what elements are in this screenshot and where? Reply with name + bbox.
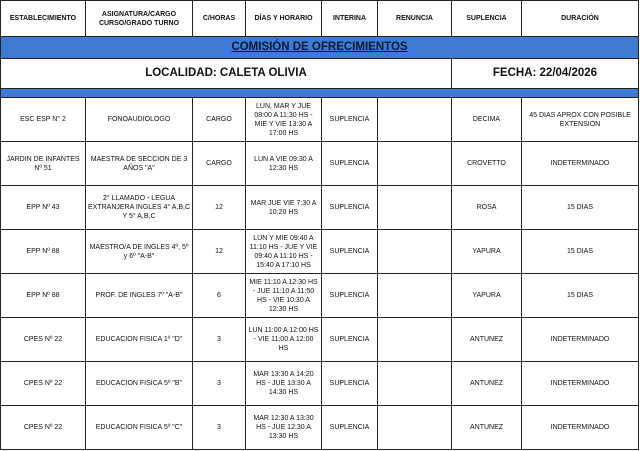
cell-horas: 3	[193, 318, 246, 362]
cell-horas: 6	[193, 274, 246, 318]
cell-suplencia: DECIMA	[452, 98, 522, 142]
fecha-label: FECHA: 22/04/2026	[452, 59, 639, 89]
cell-duracion: INDETERMINADO	[522, 142, 639, 186]
cell-renuncia	[378, 98, 452, 142]
cell-suplencia: YAPURA	[452, 274, 522, 318]
table-body	[1, 98, 639, 450]
cell-duracion: 15 DIAS	[522, 230, 639, 274]
cell-establecimiento: CPES Nº 22	[1, 406, 86, 450]
cell-asignatura: 2° LLAMADO - LEGUA EXTRANJERA INGLES 4° A,B,C Y 5° A,B,C	[86, 186, 193, 230]
col-header-renuncia: RENUNCIA	[378, 1, 452, 37]
cell-asignatura: EDUCACION FISICA 5º "C"	[86, 406, 193, 450]
cell-horas: 12	[193, 186, 246, 230]
cell-horas: 3	[193, 362, 246, 406]
cell-renuncia	[378, 318, 452, 362]
blue-separator-band	[1, 89, 639, 98]
table-row	[1, 186, 639, 230]
cell-dias-horario: LUN A VIE 09:30 A 12:30 HS	[246, 142, 322, 186]
column-header-row	[1, 1, 639, 37]
cell-dias-horario: LUN Y MIE 09:40 A 11:10 HS - JUE Y VIE 09:40 A 11:10 HS - 15:40 A 17:10 HS	[246, 230, 322, 274]
cell-suplencia: YAPURA	[452, 230, 522, 274]
cell-renuncia	[378, 362, 452, 406]
cell-suplencia: ROSA	[452, 186, 522, 230]
cell-establecimiento: CPES Nº 22	[1, 318, 86, 362]
cell-dias-horario: MAR 12:30 A 13:30 HS - JUE 12:30 A 13:30 HS	[246, 406, 322, 450]
cell-renuncia	[378, 142, 452, 186]
cell-establecimiento: JARDIN DE INFANTES Nº 51	[1, 142, 86, 186]
cell-interina: SUPLENCIA	[322, 318, 378, 362]
cell-dias-horario: MIE 11:10 A 12:30 HS - JUE 11:10 A 11:50 HS - VIE 10:30 A 12:30 HS	[246, 274, 322, 318]
cell-interina: SUPLENCIA	[322, 406, 378, 450]
localidad-label: LOCALIDAD: CALETA OLIVIA	[1, 59, 452, 89]
col-header-establecimiento: ESTABLECIMIENTO	[1, 1, 86, 37]
cell-duracion: 15 DIAS	[522, 186, 639, 230]
separator-cell	[1, 89, 639, 98]
col-header-dias-horario: DÍAS Y HORARIO	[246, 1, 322, 37]
table-row	[1, 142, 639, 186]
cell-establecimiento: EPP Nº 43	[1, 186, 86, 230]
cell-interina: SUPLENCIA	[322, 98, 378, 142]
cell-dias-horario: LUN, MAR Y JUE 08:00 A 11:30 HS - MIE Y VIE 13:30 A 17:00 HS	[246, 98, 322, 142]
cell-suplencia: ANTUNEZ	[452, 406, 522, 450]
table-row	[1, 318, 639, 362]
col-header-suplencia: SUPLENCIA	[452, 1, 522, 37]
table-row	[1, 230, 639, 274]
cell-asignatura: MAESTRA DE SECCION DE 3 AÑOS "A"	[86, 142, 193, 186]
cell-asignatura: EDUCACION FISICA 5º "B"	[86, 362, 193, 406]
cell-asignatura: MAESTRO/A DE INGLES 4º, 5º y 6º "A-B"	[86, 230, 193, 274]
cell-asignatura: EDUCACION FISICA 1º "D"	[86, 318, 193, 362]
cell-establecimiento: EPP Nº 88	[1, 230, 86, 274]
cell-suplencia: CROVETTO	[452, 142, 522, 186]
col-header-duracion: DURACIÓN	[522, 1, 639, 37]
cell-asignatura: PROF. DE INGLES 7º "A-B"	[86, 274, 193, 318]
table-row	[1, 274, 639, 318]
table-row	[1, 362, 639, 406]
cell-renuncia	[378, 230, 452, 274]
cell-dias-horario: MAR 13:30 A 14:20 HS - JUE 13:30 A 14:30 HS	[246, 362, 322, 406]
cell-horas: CARGO	[193, 98, 246, 142]
cell-horas: 12	[193, 230, 246, 274]
cell-horas: CARGO	[193, 142, 246, 186]
cell-duracion: 15 DIAS	[522, 274, 639, 318]
cell-asignatura: FONOAUDIOLOGO	[86, 98, 193, 142]
cell-duracion: INDETERMINADO	[522, 406, 639, 450]
cell-establecimiento: EPP Nº 88	[1, 274, 86, 318]
cell-renuncia	[378, 186, 452, 230]
cell-interina: SUPLENCIA	[322, 186, 378, 230]
table-row	[1, 406, 639, 450]
cell-renuncia	[378, 406, 452, 450]
cell-dias-horario: MAR JUE VIE 7:30 A 10:20 HS	[246, 186, 322, 230]
cell-horas: 3	[193, 406, 246, 450]
cell-duracion: INDETERMINADO	[522, 362, 639, 406]
table-row	[1, 98, 639, 142]
col-header-asignatura: ASIGNATURA/CARGO CURSO/GRADO TURNO	[86, 1, 193, 37]
cell-establecimiento: CPES Nº 22	[1, 362, 86, 406]
cell-suplencia: ANTUNEZ	[452, 362, 522, 406]
cell-interina: SUPLENCIA	[322, 230, 378, 274]
cell-renuncia	[378, 274, 452, 318]
cell-establecimiento: ESC ESP N° 2	[1, 98, 86, 142]
cell-duracion: 45 DIAS APROX CON POSIBLE EXTENSION	[522, 98, 639, 142]
cell-interina: SUPLENCIA	[322, 362, 378, 406]
cell-interina: SUPLENCIA	[322, 274, 378, 318]
page-title: COMISIÓN DE OFRECIMIENTOS	[1, 37, 639, 59]
col-header-interina: INTERINA	[322, 1, 378, 37]
cell-suplencia: ANTUNEZ	[452, 318, 522, 362]
cell-duracion: INDETERMINADO	[522, 318, 639, 362]
col-header-horas: C/HORAS	[193, 1, 246, 37]
cell-interina: SUPLENCIA	[322, 142, 378, 186]
cell-dias-horario: LUN 11:00 A 12:00 HS - VIE 11:00 A 12:00 HS	[246, 318, 322, 362]
